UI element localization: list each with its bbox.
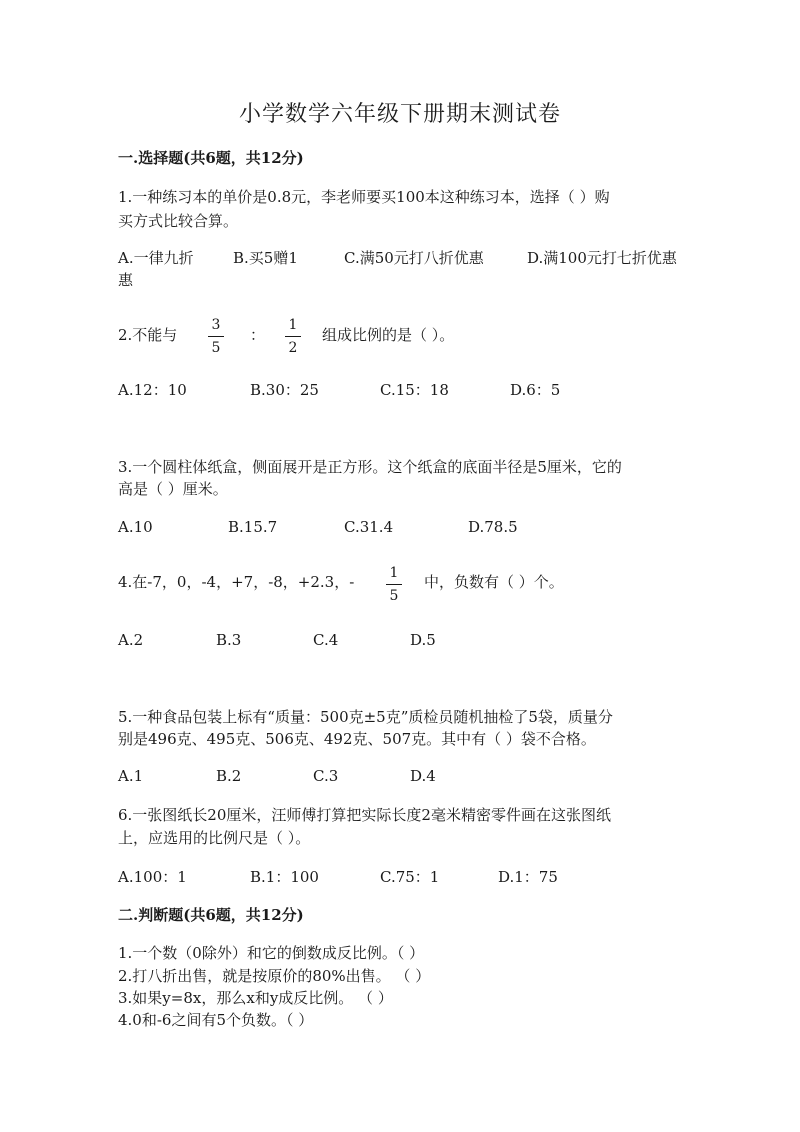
fraction-denominator: 5	[211, 340, 221, 356]
q5-option-b[interactable]: B.2	[216, 767, 242, 785]
q4-option-a[interactable]: A.2	[118, 631, 144, 649]
q6-text-line1: 6.一张图纸长20厘米，汪师傅打算把实际长度2毫米精密零件画在这张图纸	[118, 806, 611, 824]
q5-option-c[interactable]: C.3	[313, 767, 339, 785]
q2-fraction-3-5	[207, 318, 225, 355]
judge-item-2: 2.打八折出售，就是按原价的80%出售。 （ ）	[118, 967, 431, 985]
q3-option-c[interactable]: C.31.4	[344, 518, 394, 536]
q2-suffix: 组成比例的是（ ）。	[322, 326, 455, 344]
q5-text-line2: 别是496克、495克、506克、492克、507克。其中有（ ）袋不合格。	[118, 730, 596, 748]
q2-prefix: 2.不能与	[118, 326, 178, 344]
q4-option-c[interactable]: C.4	[313, 631, 339, 649]
judge-item-1: 1.一个数（0除外）和它的倒数成反比例。（ ）	[118, 944, 425, 962]
q2-option-b[interactable]: B.30：25	[250, 381, 319, 399]
q1-text-line1: 1.一种练习本的单价是0.8元，李老师要买100本这种练习本，选择（ ）购	[118, 188, 610, 206]
fraction-numerator: 1	[288, 317, 298, 333]
fraction-denominator: 5	[389, 588, 399, 604]
fraction-numerator: 1	[389, 565, 399, 581]
q2-option-c[interactable]: C.15：18	[380, 381, 449, 399]
q2-fraction-1-2	[284, 318, 302, 355]
q3-option-a[interactable]: A.10	[118, 518, 153, 536]
q6-option-c[interactable]: C.75：1	[380, 868, 440, 886]
q3-text-line2: 高是（ ）厘米。	[118, 480, 228, 498]
q4-suffix: 中，负数有（ ）个。	[424, 573, 564, 591]
fraction-denominator: 2	[288, 340, 298, 356]
q4-option-b[interactable]: B.3	[216, 631, 242, 649]
q2-colon: ：	[250, 326, 266, 344]
q6-option-d[interactable]: D.1：75	[498, 868, 558, 886]
q1-option-d-continued: 惠	[118, 271, 134, 289]
q4-prefix: 4.在-7，0，-4，+7，-8，+2.3，-	[118, 573, 355, 591]
q6-text-line2: 上，应选用的比例尺是（ ）。	[118, 829, 311, 847]
q1-option-b[interactable]: B.买5赠1	[233, 249, 298, 267]
q6-option-a[interactable]: A.100：1	[118, 868, 187, 886]
fraction-bar	[386, 584, 402, 585]
q5-option-d[interactable]: D.4	[410, 767, 436, 785]
q3-text-line1: 3.一个圆柱体纸盒，侧面展开是正方形。这个纸盒的底面半径是5厘米，它的	[118, 458, 622, 476]
q1-option-c[interactable]: C.满50元打八折优惠	[344, 249, 484, 267]
judge-item-3: 3.如果y=8x，那么x和y成反比例。 （ ）	[118, 989, 393, 1007]
q4-option-d[interactable]: D.5	[410, 631, 436, 649]
judge-item-4: 4.0和-6之间有5个负数。（ ）	[118, 1011, 314, 1029]
q1-option-d[interactable]: D.满100元打七折优惠	[527, 249, 677, 267]
q6-option-b[interactable]: B.1：100	[250, 868, 319, 886]
q5-option-a[interactable]: A.1	[118, 767, 144, 785]
fraction-bar	[285, 336, 301, 337]
q4-fraction-1-5	[385, 566, 403, 603]
section-1-header: 一.选择题(共6题，共12分)	[118, 149, 304, 167]
q5-text-line1: 5.一种食品包装上标有“质量：500克±5克”质检员随机抽检了5袋，质量分	[118, 708, 613, 726]
q3-option-d[interactable]: D.78.5	[468, 518, 518, 536]
q2-option-d[interactable]: D.6：5	[510, 381, 561, 399]
page-title: 小学数学六年级下册期末测试卷	[238, 102, 561, 127]
q2-option-a[interactable]: A.12：10	[118, 381, 187, 399]
fraction-numerator: 3	[211, 317, 221, 333]
section-2-header: 二.判断题(共6题，共12分)	[118, 906, 304, 924]
q3-option-b[interactable]: B.15.7	[228, 518, 278, 536]
q1-text-line2: 买方式比较合算。	[118, 212, 239, 230]
fraction-bar	[208, 336, 224, 337]
q1-option-a[interactable]: A.一律九折	[118, 249, 194, 267]
